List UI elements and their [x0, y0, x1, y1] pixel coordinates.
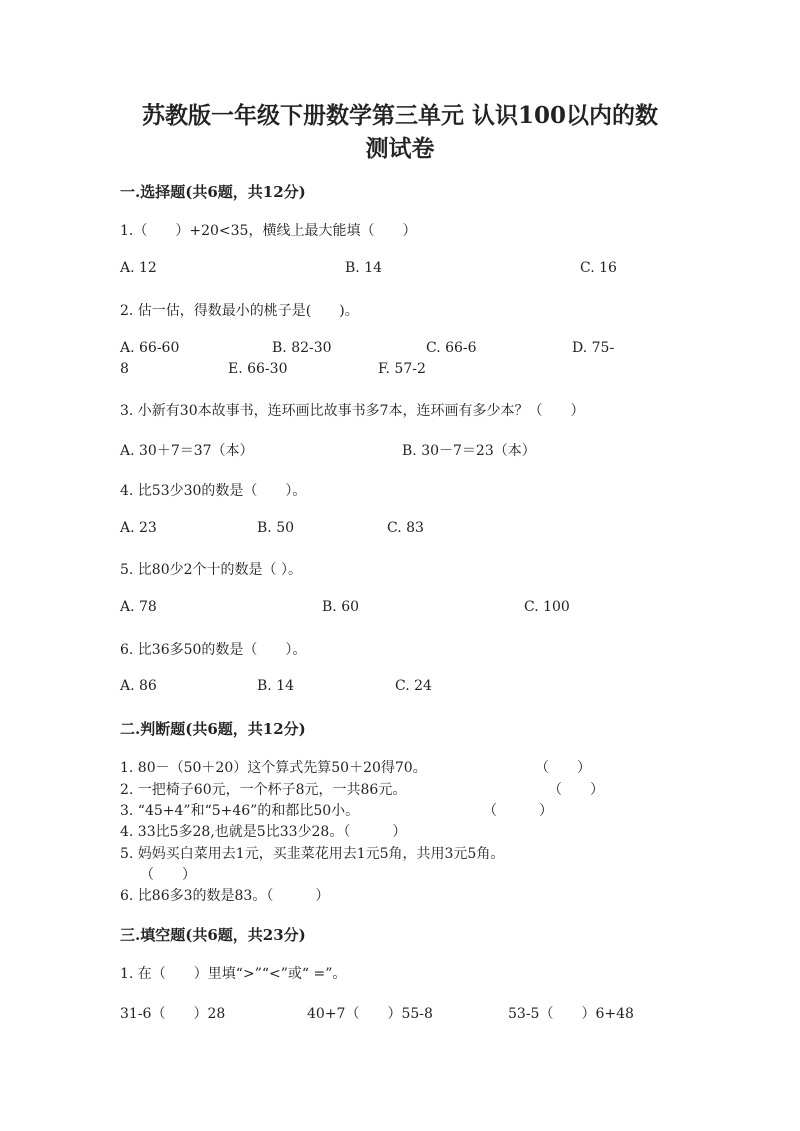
judgement-4: 4. 33比5多28,也就是5比33少28。（ ）: [120, 824, 407, 840]
compare-expression: 40+7（ ）55-8: [307, 1006, 433, 1022]
option-a: A. 30＋7＝37（本）: [120, 443, 254, 459]
option-b: B. 60: [322, 599, 360, 615]
option-a: A. 23: [120, 520, 157, 536]
option-d: D. 75-: [572, 340, 615, 356]
question-3: 3. 小新有30本故事书，连环画比故事书多7本，连环画有多少本？（ ）: [120, 403, 585, 419]
option-a: A. 66-60: [120, 340, 180, 356]
option-b: B. 14: [257, 678, 295, 694]
option-e: E. 66-30: [228, 361, 288, 377]
option-f: F. 57-2: [378, 361, 426, 377]
question-4: 4. 比53少30的数是（ ）。: [120, 483, 307, 499]
section-heading: 二.判断题(共6题，共12分): [120, 720, 306, 738]
option-b: B. 50: [257, 520, 295, 536]
judgement-2: 2. 一把椅子60元，一个杯子8元，一共86元。: [120, 782, 407, 798]
question-6: 6. 比36多50的数是（ ）。: [120, 642, 307, 658]
title-line-2: 测试卷: [365, 135, 435, 162]
option-a: A. 78: [120, 599, 157, 615]
judgement-5: 5. 妈妈买白菜用去1元，买韭菜花用去1元5角，共用3元5角。: [120, 846, 505, 862]
option-b: B. 14: [345, 260, 383, 276]
compare-expression: 31-6（ ）28: [120, 1006, 226, 1022]
question-1: 1.（ ）+20<35，横线上最大能填（ ）: [120, 223, 417, 239]
option-b: B. 30－7＝23（本）: [402, 443, 536, 459]
judgement-3: 3. “45+4”和“5+46”的和都比50小。: [120, 803, 360, 819]
option-c: C. 100: [524, 599, 570, 615]
answer-bracket: （ ）: [548, 782, 604, 798]
judgement-1: 1. 80－（50＋20）这个算式先算50＋20得70。: [120, 760, 427, 776]
option-d-wrap: 8: [120, 361, 129, 377]
option-c: C. 83: [387, 520, 424, 536]
title-line-1: 苏教版一年级下册数学第三单元 认识100以内的数: [141, 102, 659, 129]
section-heading: 三.填空题(共6题，共23分): [120, 926, 306, 944]
judgement-5-bracket: （ ）: [140, 867, 196, 883]
question-2: 2. 估一估，得数最小的桃子是( )。: [120, 303, 359, 319]
answer-bracket: （ ）: [535, 760, 591, 776]
question-5: 5. 比80少2个十的数是（ ）。: [120, 562, 302, 578]
judgement-6: 6. 比86多3的数是83。（ ）: [120, 888, 330, 904]
compare-expression: 53-5（ ）6+48: [508, 1006, 634, 1022]
option-c: C. 16: [580, 260, 617, 276]
option-b: B. 82-30: [272, 340, 332, 356]
option-c: C. 24: [395, 678, 432, 694]
section-heading: 一.选择题(共6题，共12分): [120, 183, 306, 201]
option-a: A. 86: [120, 678, 157, 694]
answer-bracket: （ ）: [483, 803, 553, 819]
option-a: A. 12: [120, 260, 157, 276]
fill-question-1: 1. 在（ ）里填“>”“<”或“ =”。: [120, 966, 347, 982]
option-c: C. 66-6: [426, 340, 477, 356]
